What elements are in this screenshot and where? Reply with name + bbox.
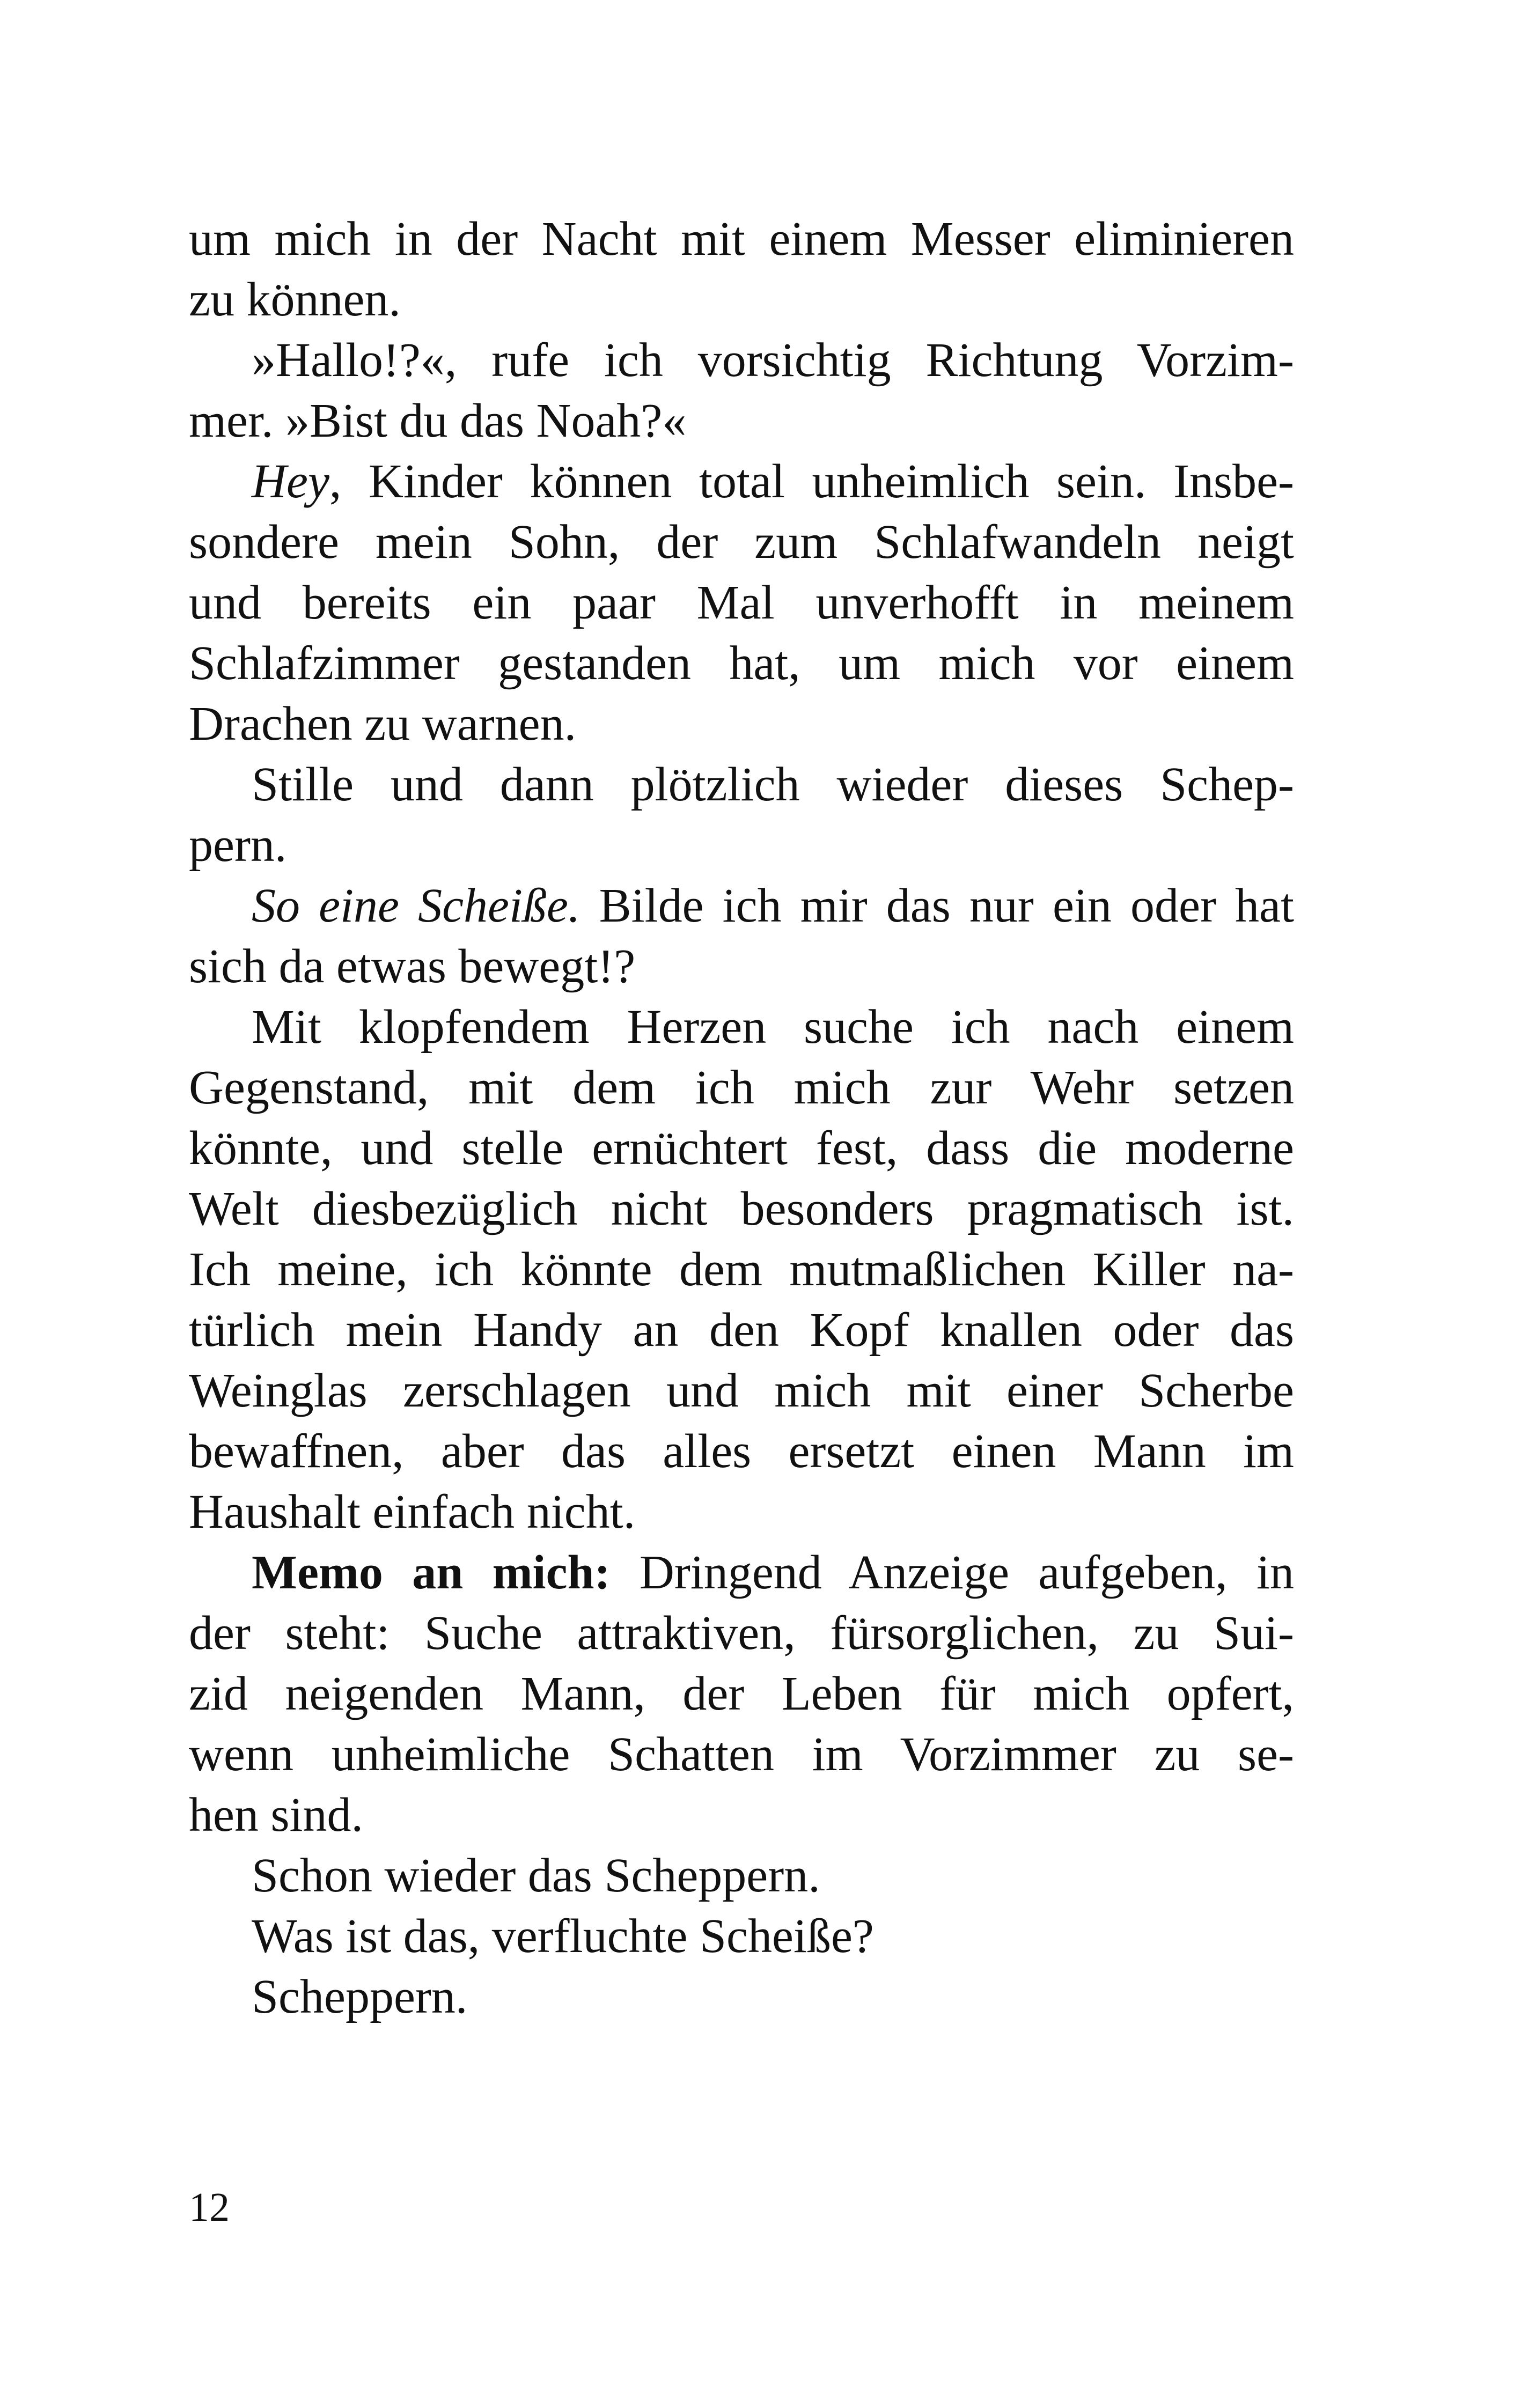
text-run: Bilde ich mir das nur ein oder hat [580,879,1294,932]
text-line: der steht: Suche attraktiven, fürsorglichen, zu Sui- [189,1607,1294,1660]
text-line: um mich in der Nacht mit einem Messer eliminieren [189,212,1294,266]
paragraph-start [189,875,1294,936]
paragraph-start: Schon wieder das Scheppern. [252,1849,820,1902]
paragraph-start [189,1542,1294,1603]
text-line: sondere mein Sohn, der zum Schlafwandeln neigt [189,516,1294,569]
text-run: Dringend Anzeige aufgeben, in [610,1546,1294,1599]
text-line: Schlafzimmer gestanden hat, um mich vor einem [189,637,1294,690]
paragraph-start: Stille und dann plötzlich wieder dieses Schep- [252,758,1294,811]
page-number: 12 [189,2185,230,2230]
text-line: sich da etwas bewegt!? [189,940,636,993]
text-line: mer. »Bist du das Noah?« [189,394,687,447]
text-line: Gegenstand, mit dem ich mich zur Wehr setzen [189,1061,1294,1114]
text-run: , Kinder können total unheimlich sein. Insbe- [329,455,1294,508]
text-line: Ich meine, ich könnte dem mutmaßlichen Killer na- [189,1243,1294,1296]
book-page-text [189,209,1294,2027]
text-line: und bereits ein paar Mal unverhofft in meinem [189,576,1294,629]
italic-word: Hey [252,455,329,508]
text-line: zid neigenden Mann, der Leben für mich opfert, [189,1667,1294,1720]
text-line: türlich mein Handy an den Kopf knallen oder das [189,1304,1294,1357]
text-line: Weinglas zerschlagen und mich mit einer Scherbe [189,1364,1294,1417]
text-line: zu können. [189,273,401,326]
paragraph-start: Scheppern. [252,1970,468,2023]
text-line: wenn unheimliche Schatten im Vorzimmer zu se- [189,1728,1294,1781]
bold-label: Memo an mich: [252,1546,611,1599]
text-line: bewaffnen, aber das alles ersetzt einen Mann im [189,1425,1294,1478]
paragraph-start [189,451,1294,512]
text-line: Drachen zu warnen. [189,697,577,750]
paragraph-start: Mit klopfendem Herzen suche ich nach einem [252,1000,1294,1054]
text-line: Welt diesbezüglich nicht besonders pragmatisch ist. [189,1182,1294,1235]
paragraph-start: Was ist das, verfluchte Scheiße? [252,1910,874,1963]
text-line: könnte, und stelle ernüchtert fest, dass die moderne [189,1122,1294,1175]
text-line: hen sind. [189,1788,363,1842]
paragraph-start: »Hallo!?«, rufe ich vorsichtig Richtung Vorzim- [252,334,1294,387]
text-line: pern. [189,819,287,872]
italic-phrase: So eine Scheiße. [252,879,581,932]
text-line: Haushalt einfach nicht. [189,1485,636,1538]
